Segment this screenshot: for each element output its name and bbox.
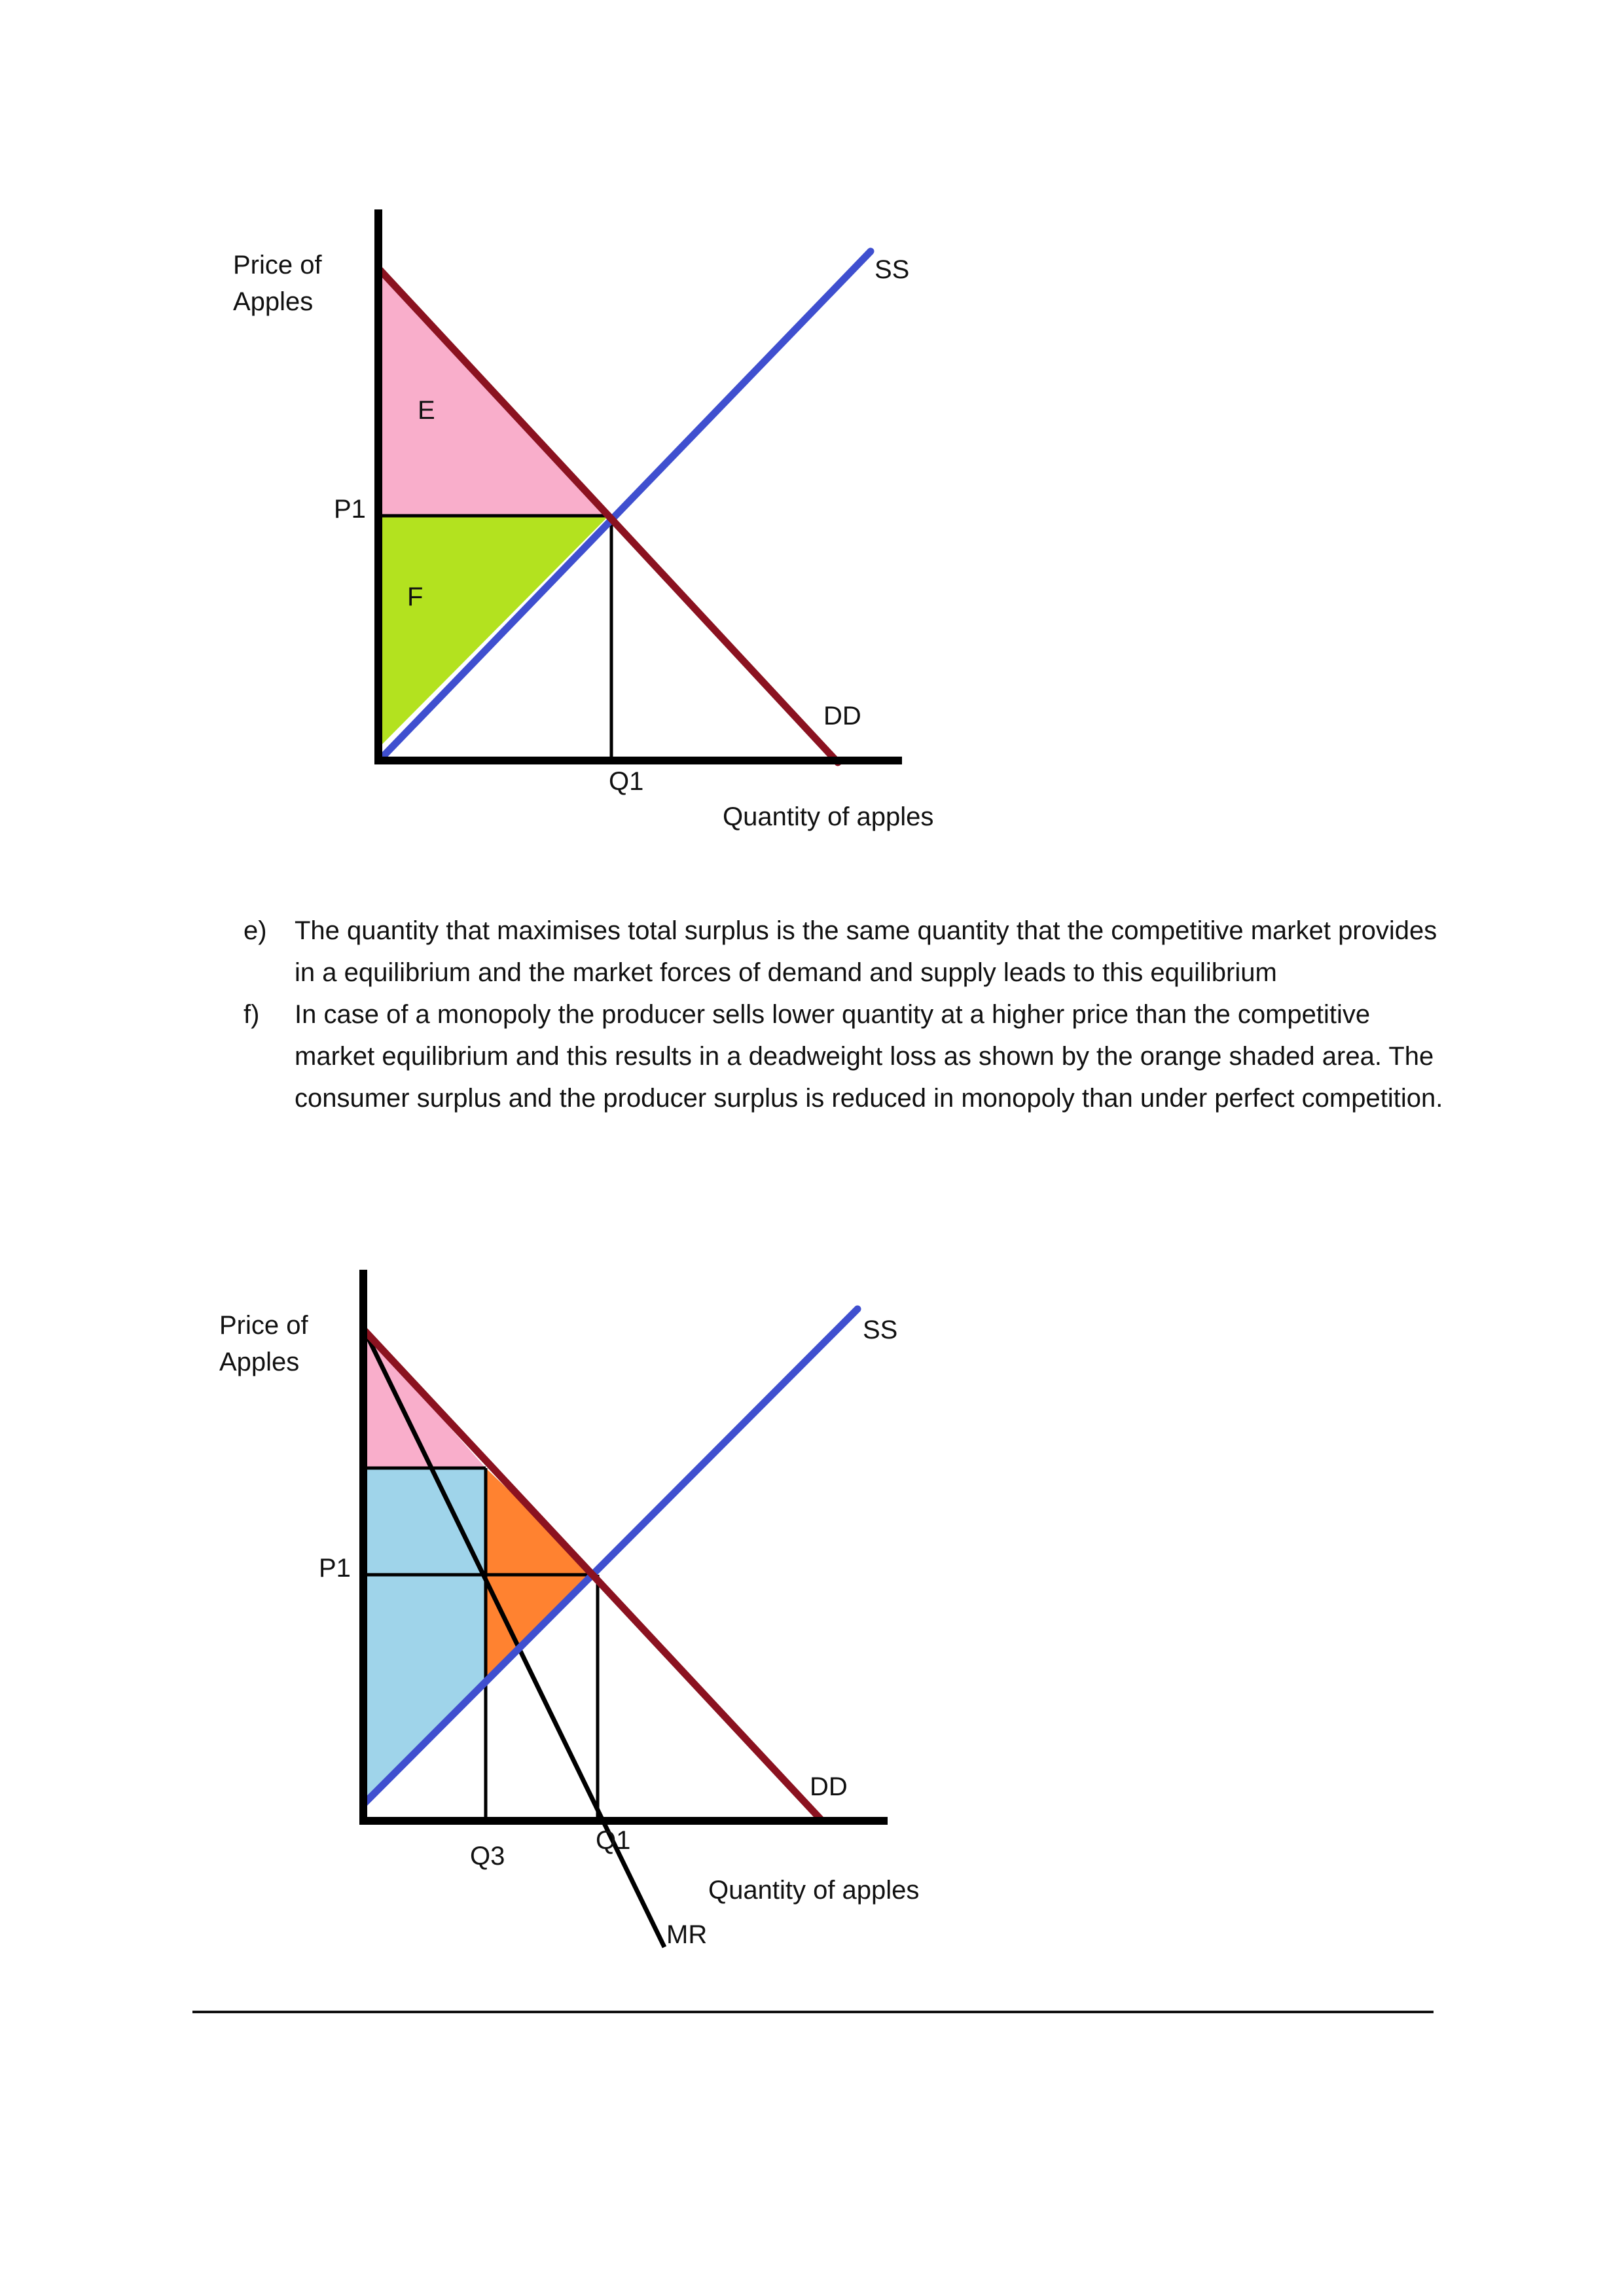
producer-surplus-area [365, 1575, 486, 1803]
answer-f [236, 994, 1453, 1119]
monopoly-quantity-label: Q3 [470, 1842, 505, 1871]
competitive-market-diagram [0, 183, 1624, 851]
horizontal-rule [192, 2011, 1434, 2013]
price-label: P1 [319, 1554, 351, 1583]
competitive-quantity-label: Q1 [596, 1826, 631, 1855]
consumer-surplus-label: E [418, 396, 435, 425]
x-axis-title: Quantity of apples [723, 802, 934, 831]
demand-label: DD [810, 1772, 848, 1801]
answers-list [236, 910, 1453, 1119]
demand-label: DD [823, 702, 861, 730]
supply-label: SS [863, 1316, 898, 1344]
monopoly-diagram [0, 1237, 1624, 1990]
y-axis-title: Price of Apples [233, 251, 322, 316]
supply-label: SS [875, 255, 910, 284]
answer-e-text: The quantity that maximises total surplus is the same quantity that the competitive market provides in a equilibrium and the market forces of demand and supply leads to this equilibrium [295, 916, 1437, 987]
monopoly-profit-area [365, 1468, 486, 1575]
answer-e-marker: e) [244, 916, 267, 945]
marginal-revenue-label: MR [666, 1920, 708, 1949]
answer-e [236, 910, 1453, 994]
answer-f-marker: f) [244, 1000, 260, 1029]
y-axis-title: Price of Apples [219, 1311, 308, 1376]
quantity-label: Q1 [609, 767, 644, 796]
producer-surplus-area [380, 516, 609, 746]
answer-f-text: In case of a monopoly the producer sells lower quantity at a higher price than the competitive market equilibrium and this results in a deadweight loss as shown by the orange shaded area. The consumer surplus and the producer surplus is reduced in monopoly than under perfect competition. [295, 1000, 1443, 1113]
deadweight-loss-area [486, 1468, 597, 1677]
x-axis-title: Quantity of apples [708, 1876, 920, 1905]
price-label: P1 [334, 495, 366, 524]
producer-surplus-label: F [407, 583, 424, 611]
